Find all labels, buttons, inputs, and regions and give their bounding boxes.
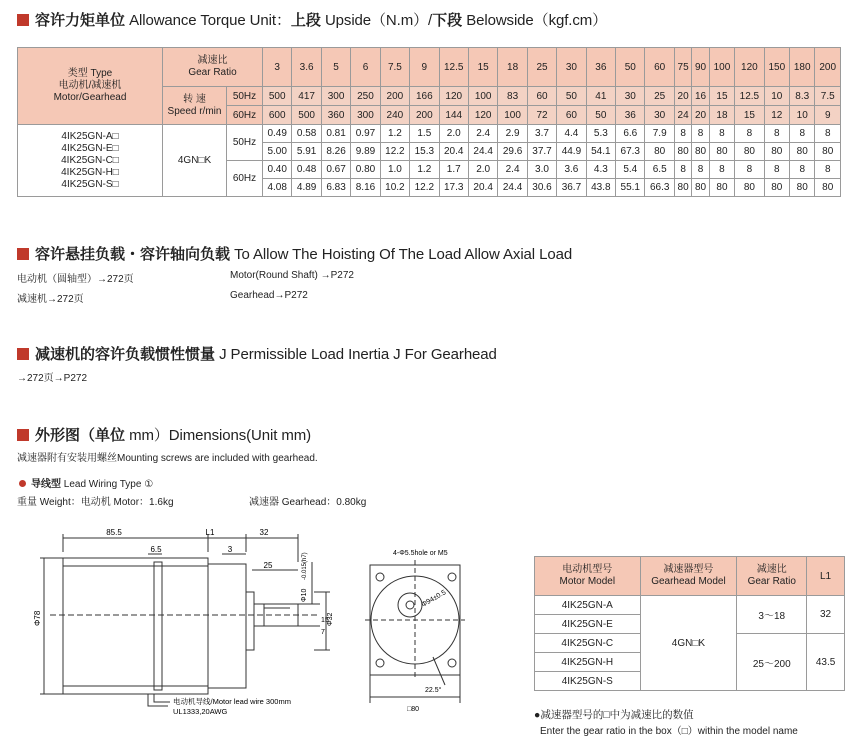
torque-value: 10.2 [380,179,409,197]
dim-7: 7 [321,629,325,636]
dim-phi78: Φ78 [33,610,42,626]
torque-value: 1.5 [410,125,439,143]
dim-3: 3 [227,545,233,554]
ratio-value: 3 [263,48,292,87]
torque-value: 6.83 [321,179,350,197]
speed-60hz-value: 30 [645,106,674,125]
torque-value: 8 [790,161,815,179]
torque-value: 80 [735,143,764,161]
speed-60hz-value: 60 [557,106,586,125]
torque-value: 8 [709,125,734,143]
torque-value: 80 [815,143,841,161]
inertia-section-title: 减速机的容许负载惯性惯量 J Permissible Load Inertia J For Gearhead [17,343,497,364]
torque-value: 8 [674,125,691,143]
side-view-drawing [30,522,350,722]
torque-value: 80 [674,143,691,161]
torque-value: 80 [764,179,789,197]
speed-50hz-value: 20 [674,87,691,106]
speed-50hz-value: 300 [321,87,350,106]
ratio-value: 90 [692,48,709,87]
section-bullet-icon [17,14,29,26]
gear-ratio-note: ●减速器型号的□中为减速比的数值 [534,709,694,721]
mounting-note: 减速器附有安装用螺丝Mounting screws are included with gearhead. [17,453,318,464]
speed-50hz-value: 50 [557,87,586,106]
torque-value: 80 [709,179,734,197]
model-cell: 4IK25GN-H [535,653,641,672]
torque-value: 4.08 [263,179,292,197]
ratio-value: 120 [735,48,764,87]
bullet-dot-icon [19,480,26,487]
ratio-value: 30 [557,48,586,87]
speed-50hz-value: 8.3 [790,87,815,106]
model-cell: 4IK25GN-A [535,596,641,615]
ratio-value: 75 [674,48,691,87]
torque-value: 6.5 [645,161,674,179]
torque-value: 67.3 [616,143,645,161]
speed-60hz-value: 120 [468,106,497,125]
hz60-label: 60Hz [227,161,263,197]
col-l1: L1 [807,557,845,596]
torque-table [17,47,841,197]
speed-50hz-value: 250 [351,87,380,106]
torque-value: 7.9 [645,125,674,143]
dim-phi10: Φ10 [301,588,308,602]
torque-value: 1.2 [410,161,439,179]
hz50-label: 50Hz [227,87,263,106]
speed-60hz-value: 300 [351,106,380,125]
torque-value: 66.3 [645,179,674,197]
speed-50hz-value: 16 [692,87,709,106]
torque-value: 4.4 [557,125,586,143]
ratio-header: 减速比 Gear Ratio [163,48,263,87]
torque-value: 6.6 [616,125,645,143]
torque-value: 8 [709,161,734,179]
torque-value: 8 [674,161,691,179]
inertia-ref: →272页→P272 [17,373,88,384]
torque-value: 24.4 [468,143,497,161]
speed-60hz-value: 500 [292,106,321,125]
speed-50hz-value: 15 [709,87,734,106]
section-bullet-icon [17,429,29,441]
torque-value: 0.67 [321,161,350,179]
weight-motor: 重量 Weight：电动机 Motor：1.6kg [17,497,174,508]
speed-50hz-value: 500 [263,87,292,106]
speed-50hz-value: 7.5 [815,87,841,106]
torque-value: 8 [735,125,764,143]
speed-60hz-value: 50 [586,106,615,125]
speed-60hz-value: 18 [709,106,734,125]
torque-value: 4.3 [586,161,615,179]
model-cell: 4IK25GN-S [535,672,641,691]
gearhead-ref: 减速机→272页 [17,294,84,305]
torque-value: 5.00 [263,143,292,161]
ul-label: UL1333,20AWG [173,707,228,716]
speed-60hz-value: 144 [439,106,468,125]
l1-cell-2: 43.5 [807,634,845,691]
dim-32: 32 [259,528,269,537]
torque-value: 80 [645,143,674,161]
torque-value: 1.0 [380,161,409,179]
ratio-value: 60 [645,48,674,87]
speed-60hz-value: 600 [263,106,292,125]
torque-value: 43.8 [586,179,615,197]
torque-value: 2.4 [468,125,497,143]
speed-50hz-value: 417 [292,87,321,106]
motor-ref-en: Motor(Round Shaft) →P272 [230,270,354,281]
front-view-drawing [355,545,475,715]
torque-value: 15.3 [410,143,439,161]
torque-value: 4.89 [292,179,321,197]
speed-50hz-value: 60 [527,87,556,106]
torque-value: 0.97 [351,125,380,143]
torque-value: 24.4 [498,179,527,197]
speed-60hz-value: 72 [527,106,556,125]
torque-value: 8 [764,161,789,179]
dim-6-5: 6.5 [150,545,162,554]
torque-value: 1.2 [380,125,409,143]
torque-value: 2.0 [439,125,468,143]
torque-value: 3.0 [527,161,556,179]
speed-50hz-value: 12.5 [735,87,764,106]
torque-value: 55.1 [616,179,645,197]
torque-value: 3.6 [557,161,586,179]
torque-value: 80 [735,179,764,197]
torque-value: 5.3 [586,125,615,143]
hole-label: 4-Φ5.5hole or M5 [393,550,448,557]
torque-value: 20.4 [439,143,468,161]
torque-value: 30.6 [527,179,556,197]
speed-50hz-value: 30 [616,87,645,106]
speed-50hz-value: 100 [468,87,497,106]
torque-value: 0.48 [292,161,321,179]
torque-value: 2.0 [468,161,497,179]
wiring-type: 导线型 Lead Wiring Type ① [19,475,153,490]
hz60-label: 60Hz [227,106,263,125]
torque-value: 9.89 [351,143,380,161]
torque-value: 8 [735,161,764,179]
torque-value: 20.4 [468,179,497,197]
dim-25: 25 [263,561,273,570]
speed-60hz-value: 12 [764,106,789,125]
gearhead-model: 4GN□K [163,125,227,197]
torque-value: 3.7 [527,125,556,143]
torque-value: 0.40 [263,161,292,179]
ratio-value: 12.5 [439,48,468,87]
torque-value: 0.58 [292,125,321,143]
model-cell: 4IK25GN-E [535,615,641,634]
col-motor-model: 电动机型号 Motor Model [535,557,641,596]
torque-value: 0.49 [263,125,292,143]
torque-value: 17.3 [439,179,468,197]
ratio-value: 25 [527,48,556,87]
l1-cell-1: 32 [807,596,845,634]
pcd-label: Φ94±0.5 [420,589,448,609]
model-table [534,556,845,691]
section-bullet-icon [17,348,29,360]
speed-50hz-value: 83 [498,87,527,106]
gearhead-cell: 4GN□K [640,596,737,691]
dimensions-section-title: 外形图（单位 mm）Dimensions(Unit mm) [17,424,311,445]
dim-phi10-tol: -0.015(h7) [302,552,308,580]
ratio-value: 150 [764,48,789,87]
torque-value: 5.91 [292,143,321,161]
ratio-value: 200 [815,48,841,87]
torque-value: 8 [692,161,709,179]
angle-label: 22.5° [425,687,442,694]
torque-value: 37.7 [527,143,556,161]
torque-value: 80 [692,179,709,197]
ratio-value: 100 [709,48,734,87]
load-section-title: 容许悬挂负载・容许轴向负载 To Allow The Hoisting Of The Load Allow Axial Load [17,243,572,264]
dim-phi32: Φ32 [327,612,334,626]
speed-60hz-value: 20 [692,106,709,125]
speed-50hz-value: 41 [586,87,615,106]
ratio-value: 9 [410,48,439,87]
speed-60hz-value: 240 [380,106,409,125]
torque-value: 8.16 [351,179,380,197]
torque-value: 80 [764,143,789,161]
speed-60hz-value: 9 [815,106,841,125]
torque-value: 44.9 [557,143,586,161]
torque-value: 8 [790,125,815,143]
speed-header: 转 速 Speed r/min [163,87,227,125]
speed-60hz-value: 15 [735,106,764,125]
gear-ratio-note-en: Enter the gear ratio in the box（□）within the model name [540,726,798,737]
torque-value: 29.6 [498,143,527,161]
ratio-value: 50 [616,48,645,87]
torque-value: 80 [709,143,734,161]
dim-80: □80 [407,706,420,713]
speed-60hz-value: 10 [790,106,815,125]
torque-value: 12.2 [380,143,409,161]
ratio-value: 5 [321,48,350,87]
torque-value: 80 [674,179,691,197]
torque-value: 54.1 [586,143,615,161]
torque-value: 0.80 [351,161,380,179]
speed-50hz-value: 120 [439,87,468,106]
ratio-value: 6 [351,48,380,87]
ratio-value: 15 [468,48,497,87]
speed-60hz-value: 200 [410,106,439,125]
ratio-cell-2: 25～200 [737,634,807,691]
torque-section-title: 容许力矩单位 Allowance Torque Unit：上段 Upside（N.m）/下段 Belowside（kgf.cm） [17,9,607,30]
torque-value: 80 [692,143,709,161]
torque-value: 80 [815,179,841,197]
speed-60hz-value: 36 [616,106,645,125]
ratio-value: 7.5 [380,48,409,87]
torque-value: 8 [692,125,709,143]
section-bullet-icon [17,248,29,260]
torque-value: 2.9 [498,125,527,143]
speed-60hz-value: 24 [674,106,691,125]
ratio-value: 3.6 [292,48,321,87]
torque-value: 8 [815,161,841,179]
torque-value: 1.7 [439,161,468,179]
lead-wire-label: 电动机导线/Motor lead wire 300mm [173,697,291,706]
gearhead-ref-en: Gearhead→P272 [230,290,308,301]
speed-60hz-value: 100 [498,106,527,125]
dim-85-5: 85.5 [106,528,122,537]
torque-value: 8 [764,125,789,143]
torque-value: 5.4 [616,161,645,179]
weight-gearhead: 减速器 Gearhead：0.80kg [249,497,367,508]
hz50-label: 50Hz [227,125,263,161]
torque-value: 2.4 [498,161,527,179]
ratio-value: 18 [498,48,527,87]
motor-ref: 电动机（圆轴型）→272页 [17,274,134,285]
model-cell: 4IK25GN-C [535,634,641,653]
torque-value: 8.26 [321,143,350,161]
torque-value: 80 [790,143,815,161]
speed-50hz-value: 200 [380,87,409,106]
speed-50hz-value: 166 [410,87,439,106]
torque-value: 8 [815,125,841,143]
type-header: 类型 Type 电动机/减速机 Motor/Gearhead [18,48,163,125]
speed-50hz-value: 10 [764,87,789,106]
torque-value: 0.81 [321,125,350,143]
models-cell: 4IK25GN-A□ 4IK25GN-E□ 4IK25GN-C□ 4IK25GN-H□ 4IK25GN-S□ [18,125,163,197]
dim-15: 15 [321,617,329,624]
dim-l1: L1 [205,528,215,537]
ratio-value: 36 [586,48,615,87]
ratio-value: 180 [790,48,815,87]
ratio-cell-1: 3～18 [737,596,807,634]
col-gearhead-model: 减速器型号 Gearhead Model [640,557,737,596]
col-gear-ratio: 减速比 Gear Ratio [737,557,807,596]
torque-value: 12.2 [410,179,439,197]
speed-50hz-value: 25 [645,87,674,106]
torque-value: 80 [790,179,815,197]
torque-value: 36.7 [557,179,586,197]
speed-60hz-value: 360 [321,106,350,125]
